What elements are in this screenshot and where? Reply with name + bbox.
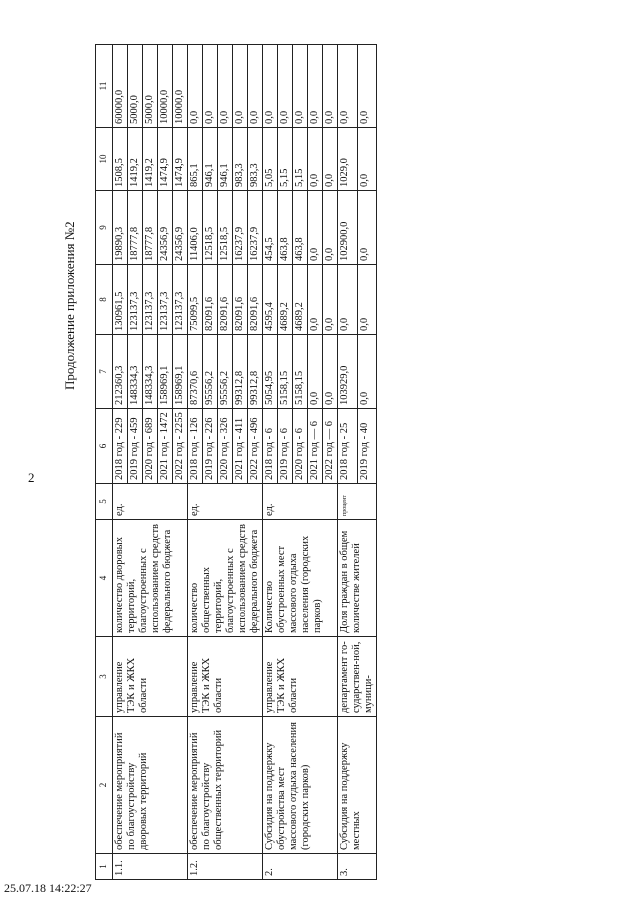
amount-c11: 10000,0 bbox=[173, 45, 188, 128]
year-target: 2018 год - 25 bbox=[338, 409, 358, 484]
table-rotated-wrapper bbox=[95, 44, 377, 880]
amount-c9: 102900,0 bbox=[338, 191, 358, 265]
amount-c8: 82091,6 bbox=[233, 265, 248, 335]
amount-c8: 4595,4 bbox=[263, 265, 278, 335]
executor: управление ТЭК и ЖКХ области bbox=[188, 637, 263, 717]
amount-c9: 0,0 bbox=[357, 191, 377, 265]
amount-c11: 10000,0 bbox=[158, 45, 173, 128]
amount-c8: 130961,5 bbox=[113, 265, 128, 335]
amount-c8: 4689,2 bbox=[278, 265, 293, 335]
column-number-8: 8 bbox=[96, 265, 113, 335]
amount-c10: 5,15 bbox=[278, 128, 293, 191]
amount-c10: 1419,2 bbox=[143, 128, 158, 191]
amount-c9: 24356,9 bbox=[173, 191, 188, 265]
amount-c7: 103929,0 bbox=[338, 335, 358, 409]
measure-name: обеспечение мероприятий по благоустройству общественных территорий bbox=[188, 717, 263, 854]
amount-c9: 11406,0 bbox=[188, 191, 203, 265]
year-target: 2020 год - 689 bbox=[143, 409, 158, 484]
amount-c11: 0,0 bbox=[248, 45, 263, 128]
column-number-9: 9 bbox=[96, 191, 113, 265]
amount-c7: 99312,8 bbox=[233, 335, 248, 409]
amount-c9: 0,0 bbox=[308, 191, 323, 265]
amount-c8: 0,0 bbox=[308, 265, 323, 335]
measure-name: Субсидия на поддержку местных bbox=[338, 717, 377, 854]
amount-c11: 0,0 bbox=[278, 45, 293, 128]
amount-c7: 5158,15 bbox=[278, 335, 293, 409]
amount-c10: 1029,0 bbox=[338, 128, 358, 191]
amount-c8: 0,0 bbox=[357, 265, 377, 335]
executor: департамент го-сударствен-ной, муници- bbox=[338, 637, 377, 717]
row-number: 3. bbox=[338, 854, 377, 880]
amount-c10: 1508,5 bbox=[113, 128, 128, 191]
amount-c10: 1474,9 bbox=[158, 128, 173, 191]
year-target: 2022 год - 2255 bbox=[173, 409, 188, 484]
amount-c7: 148334,3 bbox=[128, 335, 143, 409]
table-body bbox=[113, 45, 377, 880]
amount-c7: 158969,1 bbox=[158, 335, 173, 409]
amount-c9: 16237,9 bbox=[233, 191, 248, 265]
year-target: 2021 год — 6 bbox=[308, 409, 323, 484]
amount-c10: 0,0 bbox=[357, 128, 377, 191]
amount-c8: 123137,3 bbox=[128, 265, 143, 335]
amount-c8: 123137,3 bbox=[143, 265, 158, 335]
amount-c9: 16237,9 bbox=[248, 191, 263, 265]
indicator: Количество обустроенных мест массового отдыха населения (городских парков) bbox=[263, 520, 338, 637]
amount-c9: 18777,8 bbox=[128, 191, 143, 265]
executor: управление ТЭК и ЖКХ области bbox=[263, 637, 338, 717]
amount-c11: 0,0 bbox=[203, 45, 218, 128]
amount-c7: 95556,2 bbox=[203, 335, 218, 409]
table-row bbox=[263, 45, 278, 880]
amount-c10: 5,15 bbox=[293, 128, 308, 191]
year-target: 2022 год — 6 bbox=[323, 409, 338, 484]
indicator: количество дворовых территорий, благоустроенных с использованием средств федерального бюджета bbox=[113, 520, 188, 637]
amount-c11: 0,0 bbox=[308, 45, 323, 128]
amount-c8: 82091,6 bbox=[218, 265, 233, 335]
unit: ед. bbox=[263, 484, 338, 520]
column-number-10: 10 bbox=[96, 128, 113, 191]
amount-c11: 0,0 bbox=[263, 45, 278, 128]
amount-c7: 0,0 bbox=[357, 335, 377, 409]
amount-c7: 0,0 bbox=[323, 335, 338, 409]
year-target: 2021 год - 1472 bbox=[158, 409, 173, 484]
year-target: 2020 год - 326 bbox=[218, 409, 233, 484]
amount-c7: 0,0 bbox=[308, 335, 323, 409]
amount-c11: 0,0 bbox=[338, 45, 358, 128]
year-target: 2019 год - 459 bbox=[128, 409, 143, 484]
row-number: 1.2. bbox=[188, 854, 263, 880]
amount-c11: 0,0 bbox=[218, 45, 233, 128]
amount-c7: 5158,15 bbox=[293, 335, 308, 409]
amount-c8: 0,0 bbox=[338, 265, 358, 335]
amount-c11: 0,0 bbox=[233, 45, 248, 128]
amount-c7: 5054,95 bbox=[263, 335, 278, 409]
amount-c7: 95556,2 bbox=[218, 335, 233, 409]
amount-c7: 148334,3 bbox=[143, 335, 158, 409]
table-row bbox=[113, 45, 128, 880]
unit: ед. bbox=[188, 484, 263, 520]
amount-c8: 123137,3 bbox=[173, 265, 188, 335]
program-table bbox=[95, 44, 377, 880]
amount-c10: 0,0 bbox=[308, 128, 323, 191]
column-number-4: 4 bbox=[96, 520, 113, 637]
amount-c11: 0,0 bbox=[323, 45, 338, 128]
amount-c9: 12518,5 bbox=[218, 191, 233, 265]
unit: ед. bbox=[113, 484, 188, 520]
amount-c10: 946,1 bbox=[203, 128, 218, 191]
column-number-row bbox=[96, 45, 113, 880]
amount-c9: 19890,3 bbox=[113, 191, 128, 265]
year-target: 2019 год - 6 bbox=[278, 409, 293, 484]
amount-c10: 983,3 bbox=[248, 128, 263, 191]
amount-c10: 946,1 bbox=[218, 128, 233, 191]
column-number-11: 11 bbox=[96, 45, 113, 128]
amount-c11: 5000,0 bbox=[128, 45, 143, 128]
executor: управление ТЭК и ЖКХ области bbox=[113, 637, 188, 717]
column-number-2: 2 bbox=[96, 717, 113, 854]
amount-c7: 99312,8 bbox=[248, 335, 263, 409]
year-target: 2018 год - 6 bbox=[263, 409, 278, 484]
year-target: 2019 год - 226 bbox=[203, 409, 218, 484]
amount-c9: 18777,8 bbox=[143, 191, 158, 265]
column-number-1: 1 bbox=[96, 854, 113, 880]
column-number-7: 7 bbox=[96, 335, 113, 409]
row-number: 1.1. bbox=[113, 854, 188, 880]
amount-c10: 5,05 bbox=[263, 128, 278, 191]
amount-c7: 212360,3 bbox=[113, 335, 128, 409]
amount-c8: 0,0 bbox=[323, 265, 338, 335]
amount-c11: 5000,0 bbox=[143, 45, 158, 128]
amount-c10: 1474,9 bbox=[173, 128, 188, 191]
amount-c10: 1419,2 bbox=[128, 128, 143, 191]
year-target: 2019 год - 40 bbox=[357, 409, 377, 484]
unit: процент bbox=[338, 484, 377, 520]
amount-c9: 463,8 bbox=[278, 191, 293, 265]
measure-name: Субсидия на поддержку обустройства мест массового отдыха населения (городских парков) bbox=[263, 717, 338, 854]
column-number-3: 3 bbox=[96, 637, 113, 717]
row-number: 2. bbox=[263, 854, 338, 880]
amount-c10: 0,0 bbox=[323, 128, 338, 191]
amount-c9: 12518,5 bbox=[203, 191, 218, 265]
footer-timestamp: 25.07.18 14:22:27 bbox=[4, 881, 92, 895]
indicator: Доля граждан в общем количестве жителей bbox=[338, 520, 377, 637]
amount-c9: 463,8 bbox=[293, 191, 308, 265]
measure-name: обеспечение мероприятий по благоустройству дворовых территорий bbox=[113, 717, 188, 854]
amount-c8: 123137,3 bbox=[158, 265, 173, 335]
amount-c7: 158969,1 bbox=[173, 335, 188, 409]
amount-c10: 983,3 bbox=[233, 128, 248, 191]
amount-c11: 0,0 bbox=[293, 45, 308, 128]
table-row bbox=[188, 45, 203, 880]
year-target: 2022 год - 496 bbox=[248, 409, 263, 484]
indicator: количество общественных территорий, благоустроенных с использованием средств федерального бюджета bbox=[188, 520, 263, 637]
amount-c8: 82091,6 bbox=[203, 265, 218, 335]
table-row bbox=[338, 45, 358, 880]
year-target: 2018 год - 229 bbox=[113, 409, 128, 484]
annex-label: Продолжение приложения №2 bbox=[62, 221, 77, 390]
amount-c9: 24356,9 bbox=[158, 191, 173, 265]
amount-c9: 454,5 bbox=[263, 191, 278, 265]
year-target: 2020 год - 6 bbox=[293, 409, 308, 484]
year-target: 2021 год - 411 bbox=[233, 409, 248, 484]
page-number: 2 bbox=[28, 470, 35, 485]
year-target: 2018 год - 126 bbox=[188, 409, 203, 484]
amount-c11: 0,0 bbox=[357, 45, 377, 128]
amount-c10: 865,1 bbox=[188, 128, 203, 191]
amount-c7: 87370,6 bbox=[188, 335, 203, 409]
amount-c8: 82091,6 bbox=[248, 265, 263, 335]
amount-c11: 0,0 bbox=[188, 45, 203, 128]
amount-c9: 0,0 bbox=[323, 191, 338, 265]
column-number-5: 5 bbox=[96, 484, 113, 520]
amount-c11: 60000,0 bbox=[113, 45, 128, 128]
amount-c8: 4689,2 bbox=[293, 265, 308, 335]
column-number-6: 6 bbox=[96, 409, 113, 484]
amount-c8: 75099,5 bbox=[188, 265, 203, 335]
